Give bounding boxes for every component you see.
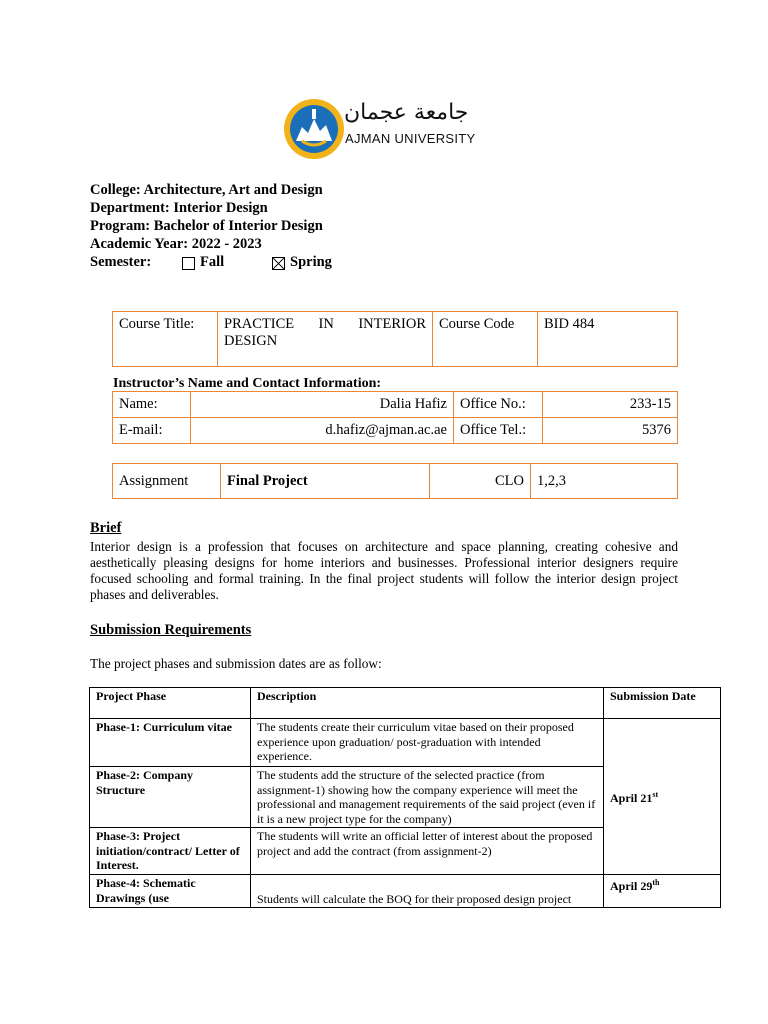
assignment-label: Assignment — [113, 464, 221, 499]
submission-title: Submission Requirements — [90, 622, 252, 638]
phases-table — [89, 687, 721, 908]
name-value: Dalia Hafiz — [191, 392, 454, 418]
program-line: Program: Bachelor of Interior Design — [90, 218, 323, 234]
phase-cell: Phase-1: Curriculum vitae — [90, 719, 251, 767]
description-cell: The students add the structure of the selected practice (from assignment-1) showing how the company experience will meet the professional and management requirements of the said project (even if it is a new project type for the company) — [251, 767, 604, 828]
office-no-value: 233-15 — [543, 392, 678, 418]
table-row — [90, 719, 721, 767]
date-suffix: st — [652, 789, 659, 799]
assignment-table — [112, 463, 678, 499]
semester-row — [90, 254, 332, 271]
course-title-value: PRACTICE IN INTERIOR DESIGN — [218, 312, 433, 367]
clo-value: 1,2,3 — [531, 464, 678, 499]
email-value: d.hafiz@ajman.ac.ae — [191, 418, 454, 444]
phase-cell: Phase-3: Project initiation/contract/ Letter of Interest. — [90, 828, 251, 875]
course-title-label: Course Title: — [113, 312, 218, 367]
submission-date-cell — [604, 875, 721, 908]
assignment-value: Final Project — [221, 464, 430, 499]
fall-label: Fall — [200, 254, 225, 270]
submission-date-cell — [604, 719, 721, 875]
fall-checkbox[interactable] — [182, 257, 195, 270]
course-code-value: BID 484 — [538, 312, 678, 367]
brief-title: Brief — [90, 520, 122, 536]
clo-label: CLO — [430, 464, 531, 499]
course-code-label: Course Code — [433, 312, 538, 367]
submission-intro: The project phases and submission dates are as follow: — [90, 656, 382, 671]
spring-checkbox[interactable] — [272, 257, 285, 270]
university-name-english: AJMAN UNIVERSITY — [345, 131, 476, 146]
office-no-label: Office No.: — [454, 392, 543, 418]
header-description: Description — [251, 688, 604, 719]
table-header-row — [90, 688, 721, 719]
date-main: April 21 — [610, 790, 653, 805]
semester-label: Semester: — [90, 254, 152, 270]
brief-body: Interior design is a profession that focuses on architecture and space planning, creating cohesive and aesthetically pleasing designs for home interiors and businesses. Professional interior designers require focused schooling and formal training. In the final project students will follow the interior design project phases and deliverables. — [90, 539, 678, 602]
phase-cell: Phase-2: Company Structure — [90, 767, 251, 828]
office-tel-label: Office Tel.: — [454, 418, 543, 444]
college-line: College: Architecture, Art and Design — [90, 182, 323, 198]
course-table — [112, 311, 678, 367]
office-tel-value: 5376 — [543, 418, 678, 444]
department-line: Department: Interior Design — [90, 200, 268, 216]
spring-label: Spring — [290, 254, 332, 270]
email-label: E-mail: — [113, 418, 191, 444]
academic-year-line: Academic Year: 2022 - 2023 — [90, 236, 262, 252]
name-label: Name: — [113, 392, 191, 418]
description-cell: The students will write an official letter of interest about the proposed project and add the contract (from assignment-2) — [251, 828, 604, 875]
instructor-table — [112, 391, 678, 444]
university-seal-icon — [282, 97, 346, 161]
table-row — [90, 875, 721, 908]
header-project-phase: Project Phase — [90, 688, 251, 719]
date-suffix: th — [652, 878, 660, 887]
header-submission-date: Submission Date — [604, 688, 721, 719]
university-name-arabic: جامعة عجمان — [344, 100, 469, 125]
date-main: April 29 — [610, 879, 653, 893]
phase-cell: Phase-4: Schematic Drawings (use — [90, 875, 251, 908]
description-cell: Students will calculate the BOQ for their proposed design project — [251, 875, 604, 908]
instructor-heading: Instructor’s Name and Contact Information: — [113, 376, 382, 391]
description-cell: The students create their curriculum vitae based on their proposed experience upon graduation/ post-graduation with intended experience. — [251, 719, 604, 767]
